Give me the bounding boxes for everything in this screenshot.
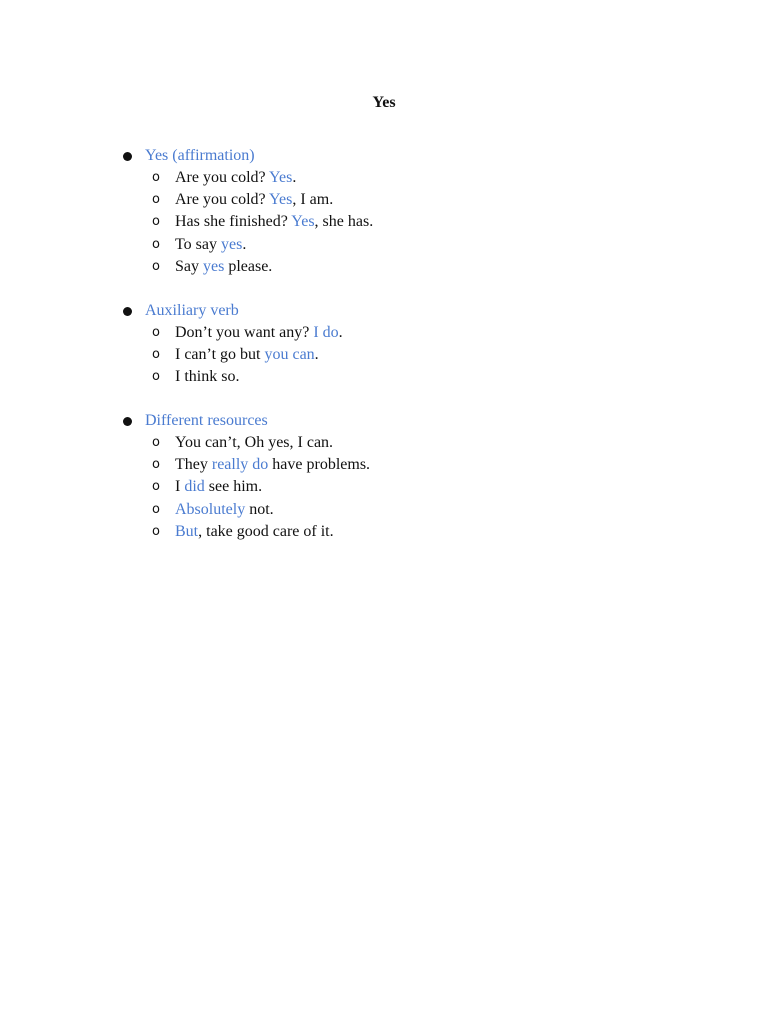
bullet-circle-icon: o (152, 501, 160, 517)
plain-text: , I am. (292, 191, 334, 209)
section-heading: Different resources (145, 412, 268, 429)
section-different-resources (118, 410, 718, 543)
bullet-disc-icon (123, 417, 132, 426)
list-item (118, 167, 718, 189)
section-auxiliary-verb (118, 300, 718, 389)
section-heading: Yes (affirmation) (145, 147, 255, 164)
bullet-circle-icon: o (152, 214, 160, 230)
list-item (118, 256, 718, 278)
section-heading: Auxiliary verb (145, 302, 239, 319)
highlighted-phrase: you can (264, 346, 315, 364)
highlighted-phrase: But (175, 522, 199, 540)
highlighted-phrase: yes (203, 257, 225, 275)
list-item (118, 499, 718, 521)
list-item-text (175, 454, 370, 476)
plain-text: . (242, 235, 247, 253)
plain-text: I think so. (175, 368, 240, 386)
list-item (118, 476, 718, 498)
highlighted-phrase: did (184, 478, 205, 496)
plain-text: , she has. (314, 213, 374, 231)
list-item (118, 366, 718, 388)
section-heading-row (118, 410, 718, 432)
plain-text: please. (224, 257, 273, 275)
list-item-text (175, 499, 274, 521)
section-heading-row (118, 145, 718, 167)
bullet-circle-icon: o (152, 170, 160, 185)
section-heading-row (118, 300, 718, 322)
list-item (118, 454, 718, 476)
plain-text: , take good care of it. (198, 522, 334, 540)
list-item-text (175, 211, 373, 233)
highlighted-phrase: yes (220, 235, 243, 253)
bullet-circle-icon: o (152, 192, 160, 208)
bullet-circle-icon: o (152, 236, 160, 252)
plain-text: have problems. (268, 456, 371, 474)
list-item-text (175, 167, 296, 189)
plain-text: see him. (204, 478, 263, 496)
bullet-circle-icon: o (152, 369, 160, 385)
list-item (118, 432, 718, 454)
highlighted-phrase: Absolutely (175, 500, 246, 518)
list-item-text (175, 234, 246, 256)
highlighted-phrase: Yes (269, 191, 293, 209)
list-item (118, 521, 718, 543)
list-item (118, 234, 718, 256)
plain-text: Don’t you want any? (175, 324, 314, 341)
plain-text: I can’t go but (175, 346, 265, 364)
bullet-circle-icon: o (152, 435, 160, 450)
plain-text: . (292, 169, 297, 186)
list-item (118, 344, 718, 366)
plain-text: They (175, 456, 212, 474)
plain-text: Has she finished? (175, 213, 292, 231)
list-item-text (175, 521, 334, 543)
bullet-disc-icon (123, 307, 132, 316)
list-item-text (175, 476, 262, 498)
page-title: Yes (372, 94, 396, 111)
bullet-circle-icon: o (152, 457, 160, 473)
bullet-circle-icon: o (152, 523, 160, 539)
list-item (118, 322, 718, 344)
plain-text: not. (245, 500, 274, 518)
bullet-circle-icon: o (152, 325, 160, 340)
list-item-text (175, 344, 319, 366)
list-item-text (175, 256, 272, 278)
plain-text: . (314, 346, 319, 364)
highlighted-phrase: Yes (269, 169, 293, 186)
highlighted-phrase: I do (313, 324, 339, 341)
plain-text: Say (175, 257, 203, 275)
plain-text: . (338, 324, 343, 341)
highlighted-phrase: Yes (291, 213, 315, 231)
highlighted-phrase: really do (211, 456, 269, 474)
list-item-text (175, 366, 239, 388)
bullet-circle-icon: o (152, 258, 160, 274)
list-item-text (175, 432, 333, 454)
plain-text: I (175, 478, 185, 496)
plain-text: To say (175, 235, 221, 253)
bullet-disc-icon (123, 152, 132, 161)
section-yes-affirmation (118, 145, 718, 278)
plain-text: Are you cold? (175, 191, 270, 209)
plain-text: You can’t, Oh yes, I can. (175, 434, 334, 451)
list-item-text (175, 322, 343, 344)
list-item (118, 211, 718, 233)
bullet-circle-icon: o (152, 347, 160, 363)
list-item (118, 189, 718, 211)
plain-text: Are you cold? (175, 169, 270, 186)
list-item-text (175, 189, 333, 211)
bullet-circle-icon: o (152, 479, 160, 495)
